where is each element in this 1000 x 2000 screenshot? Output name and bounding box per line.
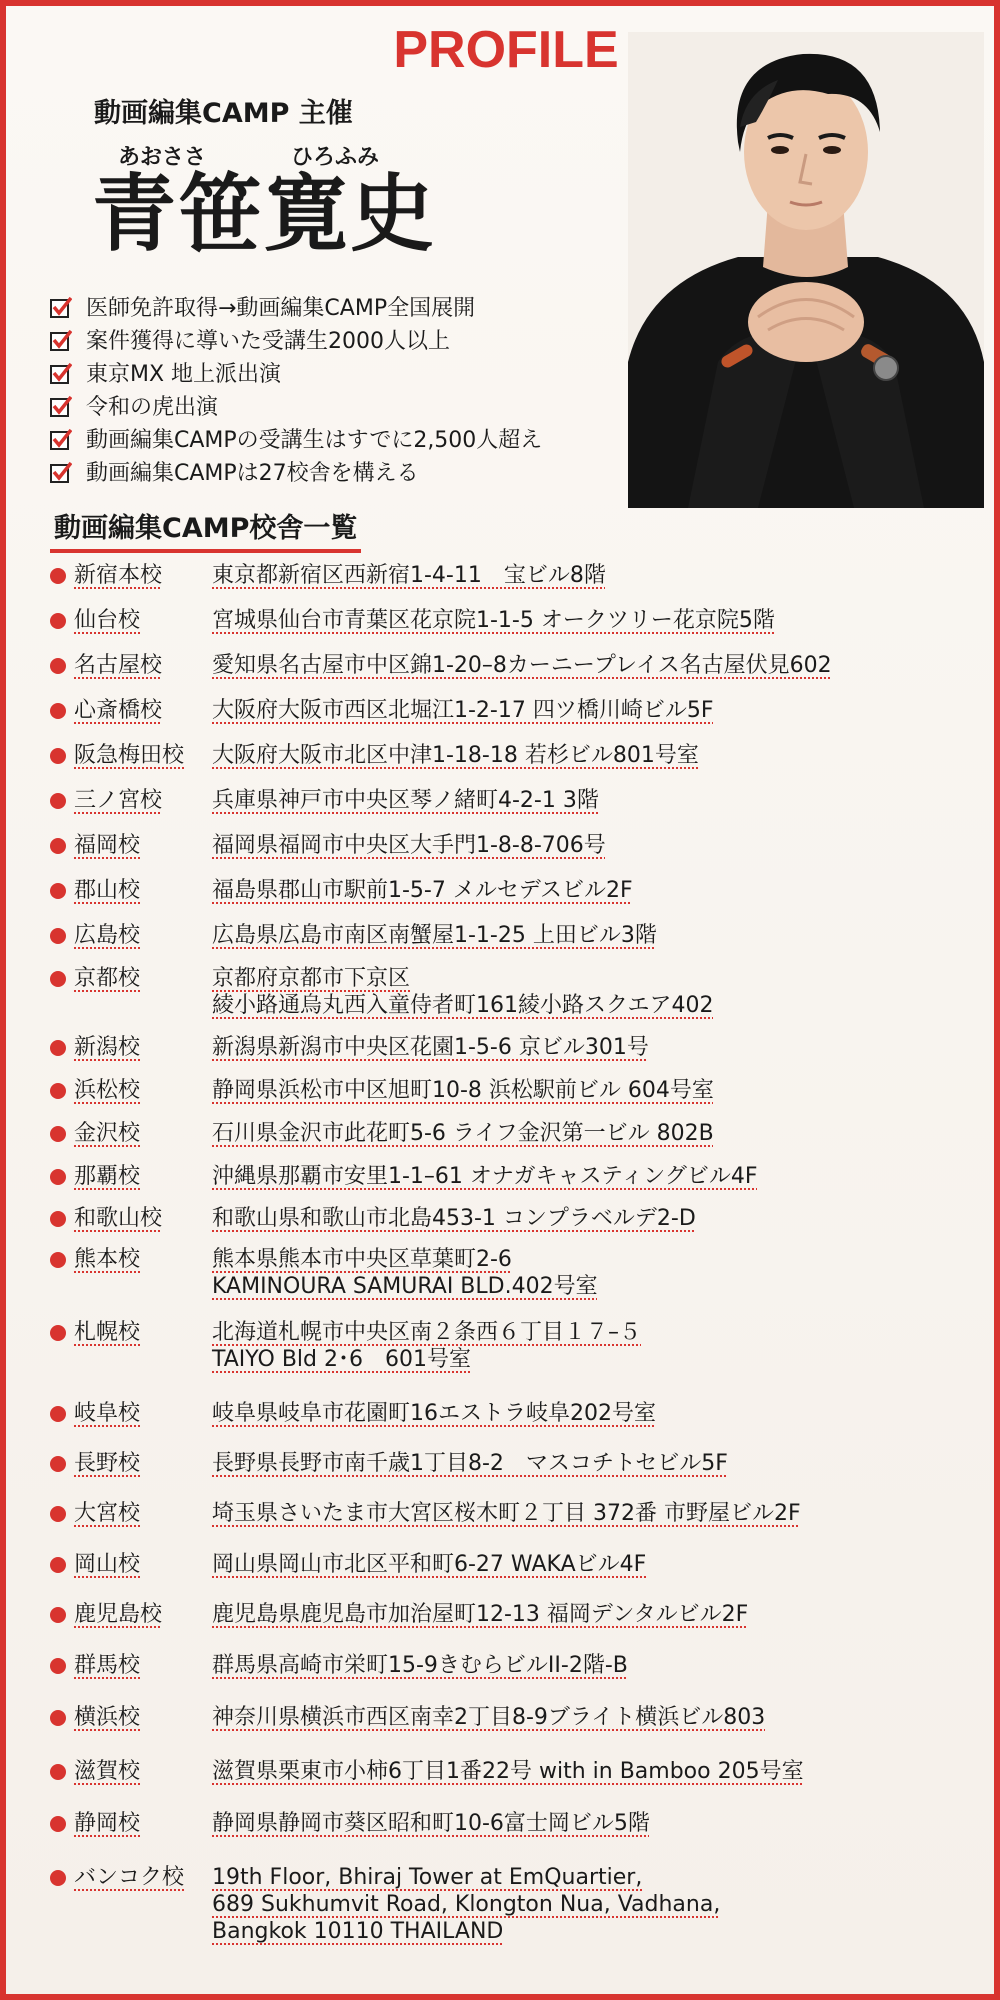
school-row — [50, 1601, 990, 1628]
school-address — [212, 1163, 990, 1190]
school-row — [50, 652, 990, 679]
school-row — [50, 1034, 990, 1061]
address-line: 広島県広島市南区南蟹屋1-1-25 上田ビル3階 — [212, 923, 657, 948]
ruby-given-name: ひろふみ — [291, 145, 380, 170]
achievement-text: 医師免許取得→動画編集CAMP全国展開 — [86, 296, 476, 321]
school-address — [212, 1077, 990, 1104]
achievement-text: 動画編集CAMPは27校舎を構える — [86, 461, 419, 486]
address-line: 綾小路通烏丸西入童侍者町161綾小路スクエア402 — [212, 993, 714, 1018]
address-line: 沖縄県那覇市安里1-1–61 オナガキャスティングビル4F — [212, 1164, 758, 1189]
school-row — [50, 877, 990, 904]
address-line: 福岡県福岡市中央区大手門1-8-8-706号 — [212, 833, 606, 858]
bullet-dot-icon — [50, 971, 66, 987]
bullet-dot-icon — [50, 1040, 66, 1056]
bullet-dot-icon — [50, 1083, 66, 1099]
school-row — [50, 742, 990, 769]
address-line: 19th Floor, Bhiraj Tower at EmQuartier, — [212, 1865, 643, 1890]
person-portrait-illustration — [628, 32, 984, 508]
bullet-dot-icon — [50, 1126, 66, 1142]
address-line: 石川県金沢市此花町5-6 ライフ金沢第一ビル 802B — [212, 1121, 714, 1146]
achievement-item — [50, 389, 650, 422]
school-name: 広島校 — [74, 923, 141, 948]
bullet-dot-icon — [50, 748, 66, 764]
checkbox-checked-icon — [50, 329, 72, 351]
school-address — [212, 877, 990, 904]
school-name: 新宿本校 — [74, 563, 163, 588]
school-name: 阪急梅田校 — [74, 743, 185, 768]
school-row — [50, 1077, 990, 1104]
school-address — [212, 1500, 990, 1527]
address-line: 埼玉県さいたま市大宮区桜木町２丁目 372番 市野屋ビル2F — [212, 1501, 801, 1526]
bullet-dot-icon — [50, 1870, 66, 1886]
address-line: 群馬県高崎市栄町15-9きむらビルII-2階-B — [212, 1653, 628, 1678]
school-row — [50, 1500, 990, 1527]
bullet-dot-icon — [50, 1557, 66, 1573]
checkbox-checked-icon — [50, 296, 72, 318]
school-address — [212, 697, 990, 724]
school-address — [212, 1034, 990, 1061]
school-address — [212, 607, 990, 634]
bullet-dot-icon — [50, 1658, 66, 1674]
address-line: 大阪府大阪市西区北堀江1-2-17 四ツ橋川崎ビル5F — [212, 698, 714, 723]
school-row — [50, 832, 990, 859]
school-row — [50, 1163, 990, 1190]
person-name: 青笹寛史 — [92, 165, 437, 263]
address-line: 岡山県岡山市北区平和町6-27 WAKAビル4F — [212, 1552, 647, 1577]
address-line: 兵庫県神戸市中央区琴ノ緒町4-2-1 3階 — [212, 788, 599, 813]
bullet-dot-icon — [50, 793, 66, 809]
school-address — [212, 1120, 990, 1147]
school-address — [212, 922, 990, 949]
school-row — [50, 1400, 990, 1427]
bullet-dot-icon — [50, 613, 66, 629]
address-line: 静岡県静岡市葵区昭和町10-6富士岡ビル5階 — [212, 1811, 650, 1836]
bullet-dot-icon — [50, 1816, 66, 1832]
achievement-item — [50, 290, 650, 323]
school-row — [50, 1205, 990, 1232]
school-name: 三ノ宮校 — [74, 788, 163, 813]
bullet-dot-icon — [50, 1506, 66, 1522]
school-address — [212, 1205, 990, 1232]
school-address — [212, 1450, 990, 1477]
school-row — [50, 1319, 990, 1373]
school-name: 鹿児島校 — [74, 1602, 163, 1627]
school-name: 和歌山校 — [74, 1206, 163, 1231]
checkbox-checked-icon — [50, 362, 72, 384]
checkbox-checked-icon — [50, 428, 72, 450]
school-row — [50, 787, 990, 814]
page-title: PROFILE — [393, 21, 619, 79]
address-line: TAIYO Bld 2･6 601号室 — [212, 1347, 471, 1372]
school-address — [212, 1758, 990, 1785]
school-row — [50, 1450, 990, 1477]
school-address — [212, 1652, 990, 1679]
address-line: 鹿児島県鹿児島市加治屋町12-13 福岡デンタルビル2F — [212, 1602, 749, 1627]
checkbox-checked-icon — [50, 395, 72, 417]
school-row — [50, 1758, 990, 1785]
school-name: 滋賀校 — [74, 1759, 141, 1784]
school-row — [50, 697, 990, 724]
achievement-item — [50, 455, 650, 488]
school-address — [212, 1551, 990, 1578]
school-name: 名古屋校 — [74, 653, 163, 678]
school-name: 札幌校 — [74, 1320, 141, 1345]
bullet-dot-icon — [50, 703, 66, 719]
achievement-text: 東京MX 地上派出演 — [86, 362, 282, 387]
school-name: 金沢校 — [74, 1121, 141, 1146]
school-row — [50, 607, 990, 634]
school-row — [50, 1864, 990, 1945]
bullet-dot-icon — [50, 1456, 66, 1472]
achievement-text: 令和の虎出演 — [86, 395, 219, 420]
school-row — [50, 1246, 990, 1300]
bullet-dot-icon — [50, 1406, 66, 1422]
address-line: 大阪府大阪市北区中津1-18-18 若杉ビル801号室 — [212, 743, 699, 768]
organizer-label: 動画編集CAMP 主催 — [94, 98, 353, 129]
address-line: 福島県郡山市駅前1-5-7 メルセデスビル2F — [212, 878, 633, 903]
school-address — [212, 562, 990, 589]
school-row — [50, 1810, 990, 1837]
school-address — [212, 1601, 990, 1628]
school-address — [212, 787, 990, 814]
bullet-dot-icon — [50, 1710, 66, 1726]
school-address — [212, 652, 990, 679]
schools-section-title: 動画編集CAMP校舎一覧 — [50, 506, 361, 553]
school-row — [50, 1551, 990, 1578]
school-address — [212, 1319, 990, 1373]
address-line: 宮城県仙台市青葉区花京院1-1-5 オークツリー花京院5階 — [212, 608, 775, 633]
school-name: 岡山校 — [74, 1552, 141, 1577]
address-line: 新潟県新潟市中央区花園1-5-6 京ビル301号 — [212, 1035, 649, 1060]
ruby-family-name: あおささ — [118, 145, 207, 170]
school-name: 京都校 — [74, 966, 141, 991]
school-name: 仙台校 — [74, 608, 141, 633]
school-name: 熊本校 — [74, 1247, 141, 1272]
school-name: 静岡校 — [74, 1811, 141, 1836]
bullet-dot-icon — [50, 928, 66, 944]
bullet-dot-icon — [50, 838, 66, 854]
school-address — [212, 742, 990, 769]
school-name: 長野校 — [74, 1451, 141, 1476]
address-line: 東京都新宿区西新宿1-4-11 宝ビル8階 — [212, 563, 606, 588]
bullet-dot-icon — [50, 1211, 66, 1227]
bullet-dot-icon — [50, 1325, 66, 1341]
achievement-text: 動画編集CAMPの受講生はすでに2,500人超え — [86, 428, 543, 453]
profile-photo — [628, 32, 984, 508]
address-line: 静岡県浜松市中区旭町10-8 浜松駅前ビル 604号室 — [212, 1078, 714, 1103]
school-row — [50, 965, 990, 1019]
checkbox-checked-icon — [50, 461, 72, 483]
school-address — [212, 1400, 990, 1427]
school-address — [212, 1704, 990, 1731]
school-address — [212, 1864, 990, 1945]
address-line: 熊本県熊本市中央区草葉町2-6 — [212, 1247, 512, 1272]
school-address — [212, 965, 990, 1019]
school-name: 群馬校 — [74, 1653, 141, 1678]
school-row — [50, 1704, 990, 1731]
school-name: 心斎橋校 — [74, 698, 163, 723]
achievement-text: 案件獲得に導いた受講生2000人以上 — [86, 329, 450, 354]
bullet-dot-icon — [50, 883, 66, 899]
school-address — [212, 1246, 990, 1300]
school-name: 福岡校 — [74, 833, 141, 858]
address-line: 愛知県名古屋市中区錦1-20–8カーニープレイス名古屋伏見602 — [212, 653, 832, 678]
school-name: 浜松校 — [74, 1078, 141, 1103]
school-address — [212, 1810, 990, 1837]
address-line: 滋賀県栗東市小柿6丁目1番22号 with in Bamboo 205号室 — [212, 1759, 804, 1784]
achievement-item — [50, 356, 650, 389]
address-line: 京都府京都市下京区 — [212, 966, 411, 991]
bullet-dot-icon — [50, 658, 66, 674]
school-name: 横浜校 — [74, 1705, 141, 1730]
school-name: 岐阜校 — [74, 1401, 141, 1426]
achievements-list — [50, 290, 650, 488]
address-line: 神奈川県横浜市西区南幸2丁目8-9ブライト横浜ビル803 — [212, 1705, 766, 1730]
bullet-dot-icon — [50, 1169, 66, 1185]
address-line: 岐阜県岐阜市花園町16エストラ岐阜202号室 — [212, 1401, 656, 1426]
address-line: 北海道札幌市中央区南２条西６丁目１７–５ — [212, 1320, 642, 1345]
address-line: 689 Sukhumvit Road, Klongton Nua, Vadhana, — [212, 1892, 721, 1917]
school-row — [50, 922, 990, 949]
bullet-dot-icon — [50, 1252, 66, 1268]
achievement-item — [50, 422, 650, 455]
address-line: 和歌山県和歌山市北島453-1 コンプラベルデ2-D — [212, 1206, 696, 1231]
school-row — [50, 1120, 990, 1147]
address-line: Bangkok 10110 THAILAND — [212, 1919, 504, 1944]
achievement-item — [50, 323, 650, 356]
school-address — [212, 832, 990, 859]
school-name: バンコク校 — [74, 1865, 185, 1890]
bullet-dot-icon — [50, 1764, 66, 1780]
school-name: 郡山校 — [74, 878, 141, 903]
bullet-dot-icon — [50, 1607, 66, 1623]
school-name: 那覇校 — [74, 1164, 141, 1189]
name-ruby — [98, 140, 478, 168]
school-name: 大宮校 — [74, 1501, 141, 1526]
address-line: KAMINOURA SAMURAI BLD.402号室 — [212, 1274, 598, 1299]
school-row — [50, 1652, 990, 1679]
address-line: 長野県長野市南千歳1丁目8-2 マスコチトセビル5F — [212, 1451, 728, 1476]
school-name: 新潟校 — [74, 1035, 141, 1060]
bullet-dot-icon — [50, 568, 66, 584]
school-row — [50, 562, 990, 589]
